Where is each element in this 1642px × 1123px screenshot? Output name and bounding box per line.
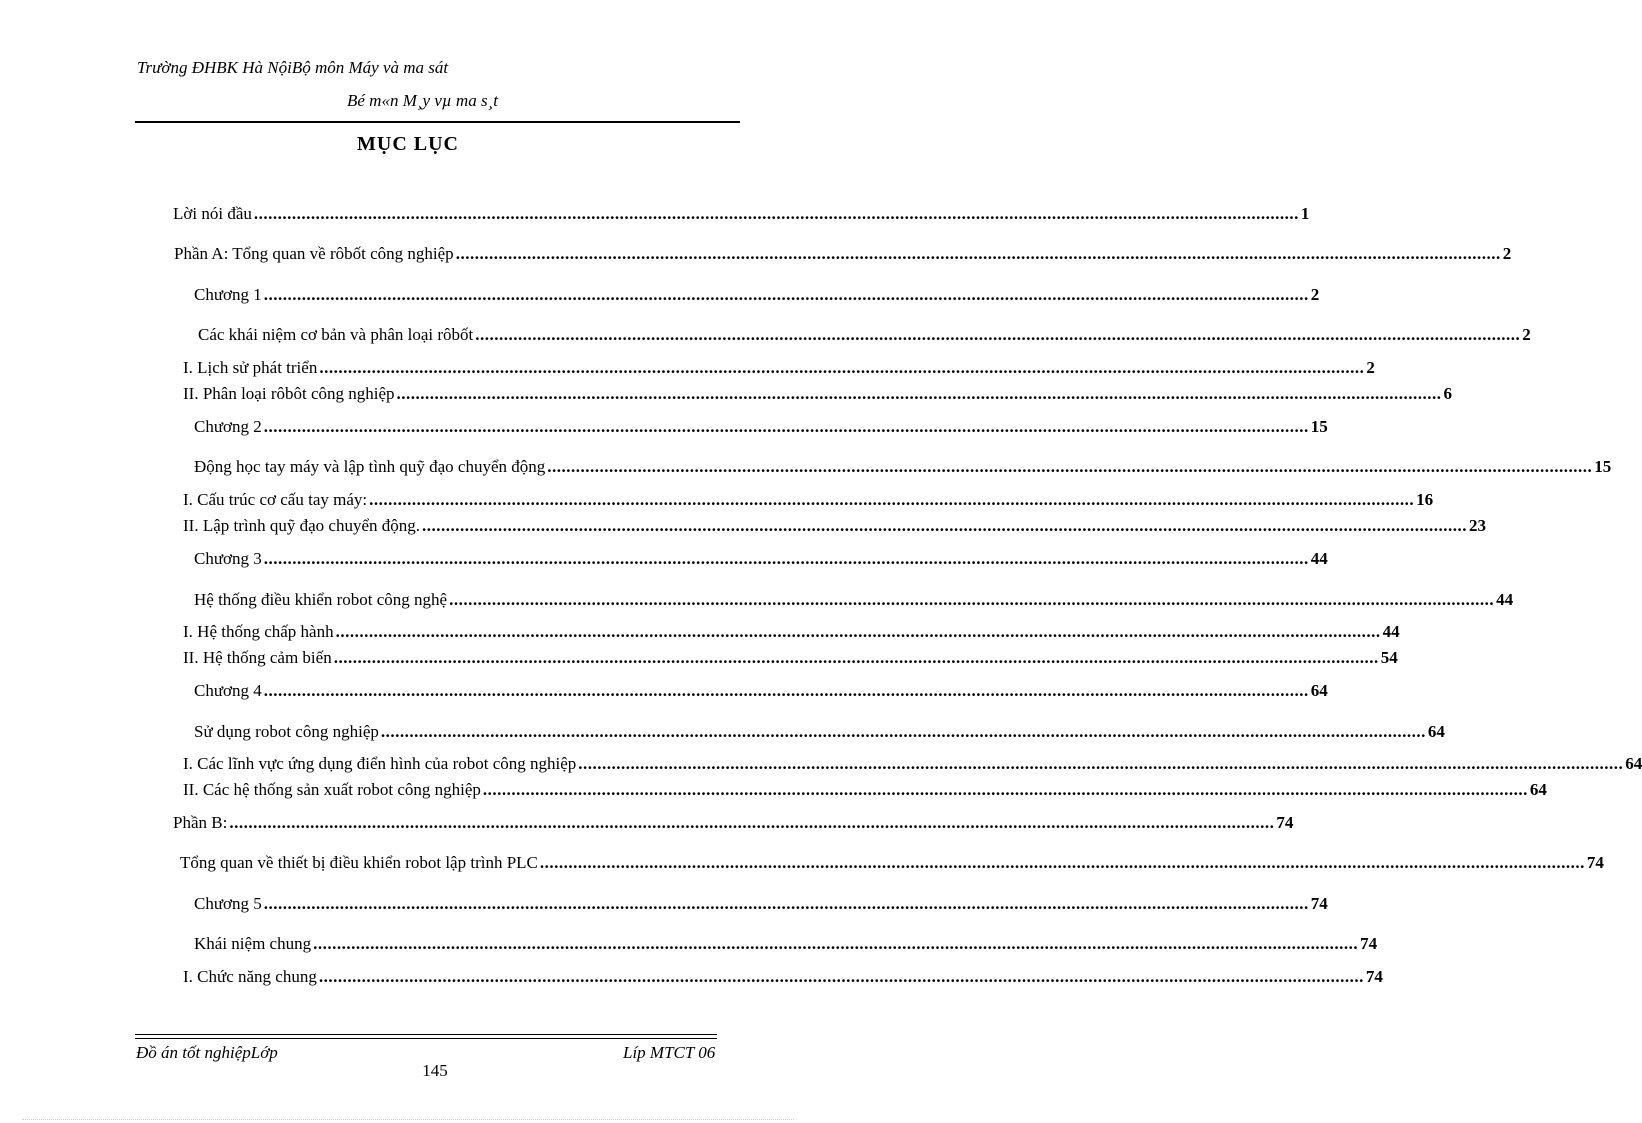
toc-entry xyxy=(194,933,1378,955)
toc-leader-dots: ............................................................................................................................................................................................................................ xyxy=(578,754,1624,773)
toc-entry-page: 64 xyxy=(1529,780,1547,799)
toc-entry-label: Chương 3 xyxy=(194,549,262,568)
toc-entry xyxy=(173,812,1294,834)
toc-entry-label: Phần B: xyxy=(173,813,228,832)
toc-entry-label: Chương 1 xyxy=(194,285,262,304)
toc-leader-dots: ............................................................................................................................................................................................................................ xyxy=(263,549,1309,568)
toc-leader-dots: ............................................................................................................................................................................................................................ xyxy=(380,722,1426,741)
toc-entry-page: 15 xyxy=(1594,457,1612,476)
toc-entry xyxy=(194,416,1328,438)
toc-entry-page: 6 xyxy=(1443,384,1453,403)
toc-entry-page: 1 xyxy=(1300,204,1310,223)
footer-project-label: Đồ án tốt nghiệpLớp xyxy=(136,1043,278,1062)
toc-entry xyxy=(183,515,1486,537)
toc-entry-label: Chương 4 xyxy=(194,681,262,700)
toc-entry xyxy=(183,621,1400,643)
toc-entry-label: Tổng quan về thiết bị điều khiển robot lập trình PLC xyxy=(180,853,538,872)
toc-entry xyxy=(194,721,1445,743)
toc-entry-label: Khái niệm chung xyxy=(194,934,312,953)
toc-leader-dots: ............................................................................................................................................................................................................................ xyxy=(422,516,1467,535)
toc-entry xyxy=(183,383,1453,405)
toc-leader-dots: ............................................................................................................................................................................................................................ xyxy=(253,204,1299,223)
header-rule xyxy=(135,121,740,123)
page-bottom-dotted-line xyxy=(22,1119,794,1120)
page-title: MỤC LỤC xyxy=(357,133,459,155)
toc-entry-page: 74 xyxy=(1276,813,1294,832)
footer-rule-upper xyxy=(135,1034,717,1035)
toc-leader-dots: ............................................................................................................................................................................................................................ xyxy=(263,894,1309,913)
toc-entry-page: 2 xyxy=(1502,244,1512,263)
toc-entry-label: II. Hệ thống cảm biến xyxy=(183,648,332,667)
toc-entry-page: 2 xyxy=(1366,358,1375,377)
toc-entry xyxy=(198,324,1531,346)
toc-leader-dots: ............................................................................................................................................................................................................................ xyxy=(319,358,1365,377)
toc-leader-dots: ............................................................................................................................................................................................................................ xyxy=(396,384,1442,403)
toc-leader-dots: ............................................................................................................................................................................................................................ xyxy=(369,490,1415,509)
toc-leader-dots: ............................................................................................................................................................................................................................ xyxy=(482,780,1528,799)
toc-entry-label: Phần A: Tổng quan về rôbốt công nghiệp xyxy=(174,244,454,263)
toc-entry-label: I. Hệ thống chấp hành xyxy=(183,622,334,641)
toc-entry-label: Các khái niệm cơ bản và phân loại rôbốt xyxy=(198,325,474,344)
toc-entry-label: I. Các lĩnh vực ứng dụng điển hình của robot công nghiệp xyxy=(183,754,577,773)
toc-entry-page: 64 xyxy=(1625,754,1642,773)
toc-entry-label: II. Phân loại rôbôt công nghiệp xyxy=(183,384,395,403)
header-department-garbled: Bé m«n M¸y vµ ma s¸t xyxy=(347,91,498,110)
toc-leader-dots: ............................................................................................................................................................................................................................ xyxy=(313,934,1359,953)
toc-entry-page: 44 xyxy=(1382,622,1400,641)
toc-entry-page: 23 xyxy=(1469,516,1486,535)
toc-entry-label: Chương 5 xyxy=(194,894,262,913)
toc-leader-dots: ............................................................................................................................................................................................................................ xyxy=(229,813,1275,832)
toc-entry xyxy=(194,456,1612,478)
toc-entry xyxy=(194,284,1320,306)
toc-entry-label: Hệ thống điều khiển robot công nghệ xyxy=(194,590,448,609)
toc-entry-page: 64 xyxy=(1310,681,1328,700)
toc-leader-dots: ............................................................................................................................................................................................................................ xyxy=(318,967,1364,986)
toc-entry xyxy=(180,852,1604,874)
toc-leader-dots: ............................................................................................................................................................................................................................ xyxy=(455,244,1501,263)
toc-entry xyxy=(183,753,1642,775)
toc-entry-label: I. Lịch sử phát triển xyxy=(183,358,318,377)
toc-entry-page: 74 xyxy=(1586,853,1604,872)
toc-entry-page: 74 xyxy=(1365,967,1383,986)
toc-leader-dots: ............................................................................................................................................................................................................................ xyxy=(263,285,1309,304)
toc-entry-label: I. Cấu trúc cơ cấu tay máy: xyxy=(183,490,368,509)
toc-entry-label: Sử dụng robot công nghiệp xyxy=(194,722,379,741)
toc-entry-page: 15 xyxy=(1310,417,1328,436)
toc-entry xyxy=(194,548,1328,570)
toc-entry-page: 54 xyxy=(1380,648,1398,667)
toc-entry-page: 44 xyxy=(1496,590,1514,609)
toc-entry-label: Lời nói đầu xyxy=(173,204,252,223)
toc-entry-page: 2 xyxy=(1522,325,1531,344)
toc-entry-page: 44 xyxy=(1310,549,1328,568)
toc-entry xyxy=(194,893,1328,915)
toc-leader-dots: ............................................................................................................................................................................................................................ xyxy=(539,853,1585,872)
toc-entry-label: II. Các hệ thống sản xuất robot công nghiệp xyxy=(183,780,481,799)
toc-leader-dots: ............................................................................................................................................................................................................................ xyxy=(333,648,1379,667)
toc-entry xyxy=(173,203,1310,225)
footer-rule-lower xyxy=(135,1038,717,1039)
toc-entry xyxy=(183,357,1375,379)
toc-entry xyxy=(194,589,1514,611)
toc-leader-dots: ............................................................................................................................................................................................................................ xyxy=(449,590,1495,609)
toc-entry-label: Động học tay máy và lập tình quỹ đạo chuyển động xyxy=(194,457,546,476)
toc-entry-page: 2 xyxy=(1310,285,1320,304)
toc-leader-dots: ............................................................................................................................................................................................................................ xyxy=(263,417,1309,436)
toc-entry-label: Chương 2 xyxy=(194,417,262,436)
page-number: 145 xyxy=(422,1061,448,1080)
toc-leader-dots: ............................................................................................................................................................................................................................ xyxy=(263,681,1309,700)
toc-entry xyxy=(183,647,1398,669)
toc-entry xyxy=(183,489,1434,511)
toc-entry-label: II. Lập trình quỹ đạo chuyển động. xyxy=(183,516,420,535)
toc-entry xyxy=(174,243,1512,265)
header-school-department: Trường ĐHBK Hà NộiBộ môn Máy và ma sát xyxy=(137,58,449,77)
footer-class-label: Líp MTCT 06 xyxy=(623,1043,716,1062)
toc-entry xyxy=(183,966,1383,988)
toc-entry xyxy=(183,779,1547,801)
toc-entry-page: 74 xyxy=(1360,934,1378,953)
toc-leader-dots: ............................................................................................................................................................................................................................ xyxy=(547,457,1593,476)
toc-entry xyxy=(194,680,1328,702)
toc-entry-page: 16 xyxy=(1416,490,1434,509)
toc-leader-dots: ............................................................................................................................................................................................................................ xyxy=(335,622,1381,641)
toc-entry-label: I. Chức năng chung xyxy=(183,967,317,986)
toc-entry-page: 64 xyxy=(1427,722,1445,741)
toc-entry-page: 74 xyxy=(1310,894,1328,913)
toc-leader-dots: ............................................................................................................................................................................................................................ xyxy=(475,325,1521,344)
